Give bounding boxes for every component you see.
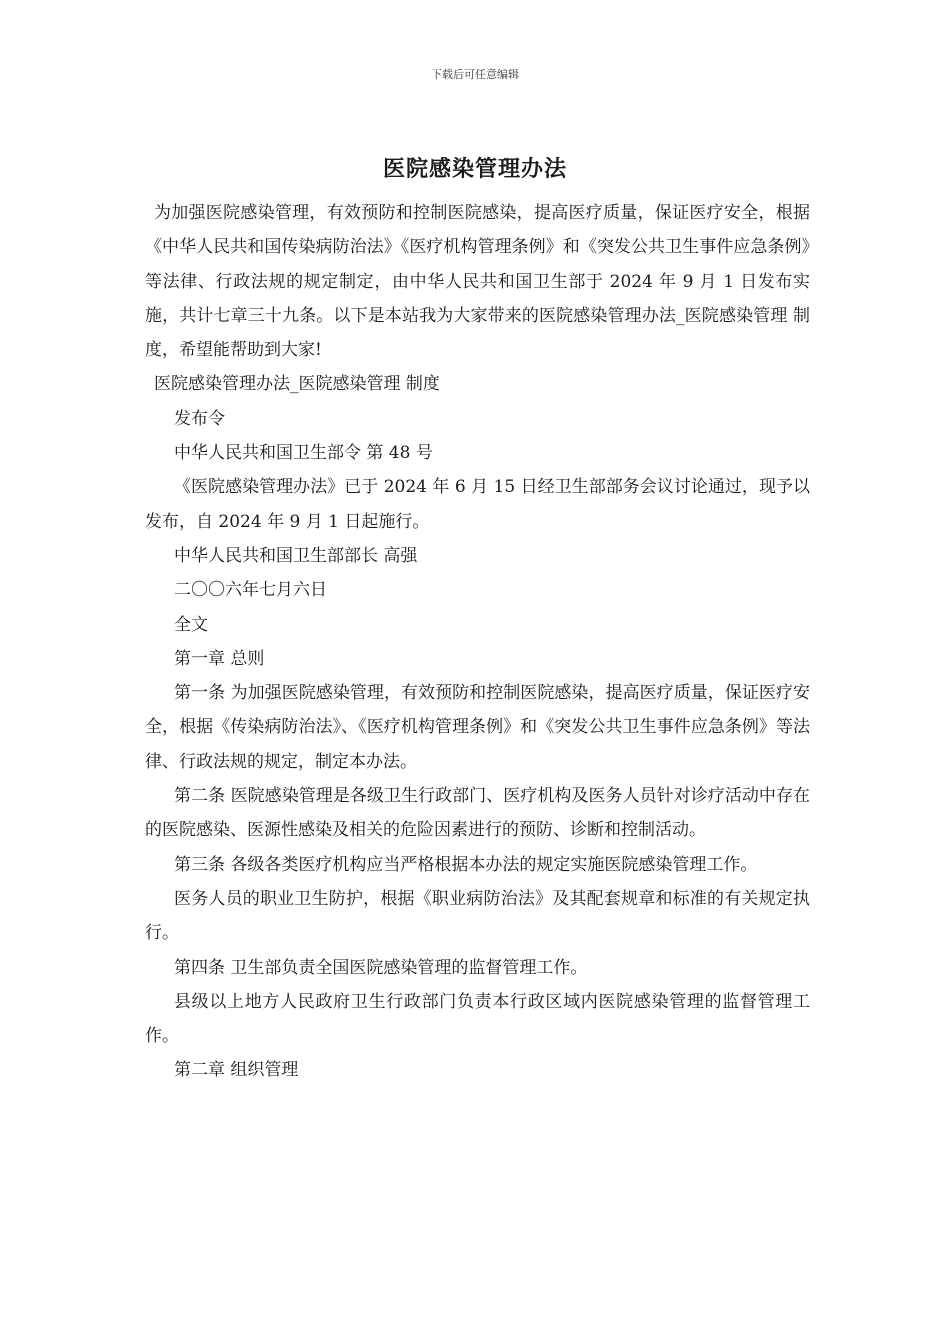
- paragraph: 第四条 卫生部负责全国医院感染管理的监督管理工作。: [174, 957, 588, 978]
- paragraph: 第一章 总则: [174, 648, 265, 669]
- paragraph: 县级以上地方人民政府卫生行政部门负责本行政区域内医院感染管理的监督管理工作。: [145, 991, 810, 1047]
- header-note: 下载后可任意编辑: [431, 68, 519, 81]
- paragraph: 医务人员的职业卫生防护，根据《职业病防治法》及其配套规章和标准的有关规定执行。: [145, 888, 810, 944]
- paragraph: 二〇〇六年七月六日: [174, 580, 327, 601]
- paragraph: 医院感染管理办法_医院感染管理 制度: [154, 374, 440, 395]
- paragraph: 第二章 组织管理: [174, 1060, 299, 1081]
- document-body: [145, 196, 810, 1088]
- paragraph: 中华人民共和国卫生部令 第 48 号: [174, 443, 433, 464]
- paragraph: 全文: [174, 614, 208, 635]
- paragraph: 中华人民共和国卫生部部长 高强: [174, 545, 418, 566]
- paragraph: 第一条 为加强医院感染管理，有效预防和控制医院感染，提高医疗质量，保证医疗安全，根据《传染病防治法》、《医疗机构管理条例》和《突发公共卫生事件应急条例》等法律、行政法规的规定，制定本办法。: [145, 683, 810, 772]
- paragraph: 《医院感染管理办法》已于 2024 年 6 月 15 日经卫生部部务会议讨论通过，现予以发布，自 2024 年 9 月 1 日起施行。: [145, 477, 810, 532]
- paragraph: 第三条 各级各类医疗机构应当严格根据本办法的规定实施医院感染管理工作。: [174, 854, 758, 875]
- paragraph: 为加强医院感染管理，有效预防和控制医院感染，提高医疗质量，保证医疗安全，根据《中华人民共和国传染病防治法》《医疗机构管理条例》和《突发公共卫生事件应急条例》等法律、行政法规的规定制定，由中华人民共和国卫生部于 2024 年 9 月 1 日发布实施，共计七章三十九条。以下是本站我为大家带来的医院感染管理办法_医院感染管理 制度，希望能帮助到大家!: [145, 203, 810, 361]
- paragraph: 第二条 医院感染管理是各级卫生行政部门、医疗机构及医务人员针对诊疗活动中存在的医院感染、医源性感染及相关的危险因素进行的预防、诊断和控制活动。: [145, 786, 810, 841]
- document-title: 医院感染管理办法: [382, 156, 567, 182]
- paragraph: 发布令: [174, 408, 225, 429]
